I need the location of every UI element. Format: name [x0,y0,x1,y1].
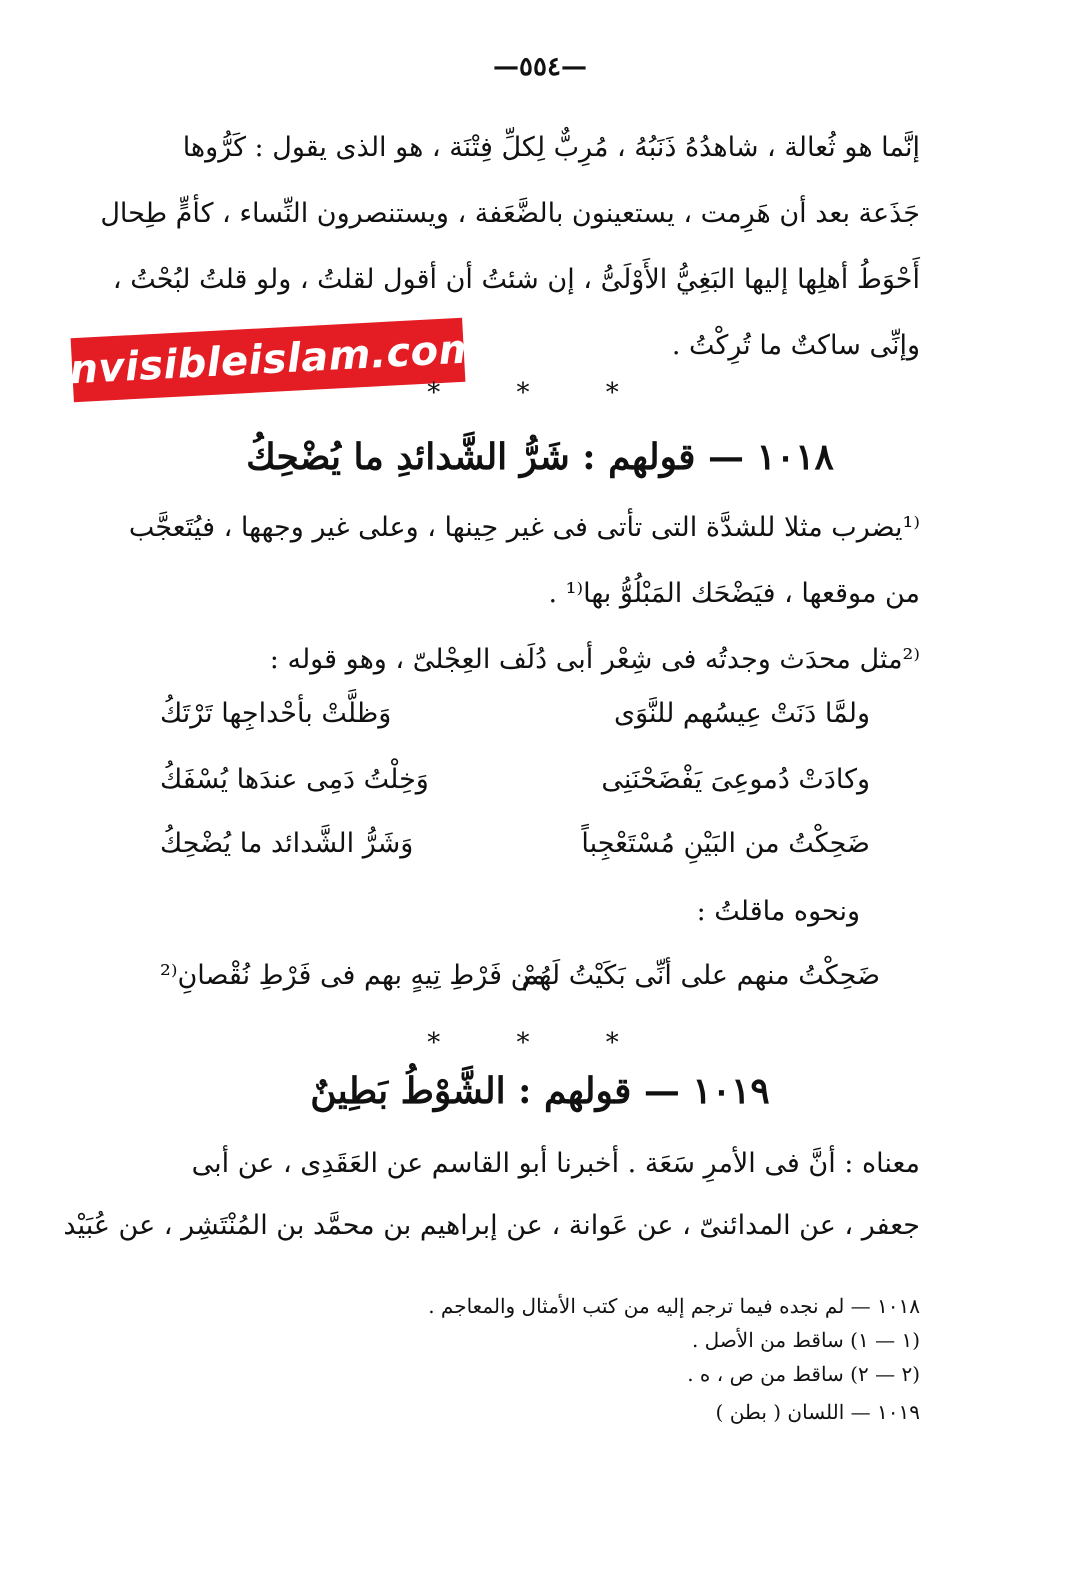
footnote: (١ — ١) ساقط من الأصل . [691,1328,920,1352]
verse-hemistich-first: وكادَتْ دُموعِىَ يَفْضَحْنَنِى [601,764,870,795]
verse-hemistich-second: وَظلَّتْ بأحْداجِها تَرْتَكُ [160,698,392,729]
paragraph-line: جَذَعة بعد أن هَرِمت ، يستعينون بالضَّعَفة ، ويستنصرون النِّساء ، كأمٍّ طِحال [100,198,920,229]
paragraph-line: ⁽²مثل محدَث وجدتُه فى شِعْر أبى دُلَف العِجْلىّ ، وهو قوله : [269,644,920,675]
paragraph-line: من موقعها ، فيَضْحَك المَبْلُوُّ بها⁽¹ . [548,578,920,609]
verse-hemistich-second: وَخِلْتُ دَمِى عندَها يُسْفَكُ [160,764,429,795]
verse-hemistich-second: من فَرْطِ تِيهٍ بهم فى فَرْطِ نُقْصانِ⁽² [160,960,546,991]
section-heading-1019: ١٠١٩ — قولهم : الشَّوْطُ بَطِينٌ [310,1070,770,1112]
paragraph-line: معناه : أنَّ فى الأمرِ سَعَة . أخبرنا أبو القاسم عن العَقَدِى ، عن أبى [191,1148,920,1179]
paragraph-line: ونحوه ماقلتُ : [696,896,860,927]
footnote: ١٠١٩ — اللسان ( بطن ) [715,1400,920,1424]
footnote: (٢ — ٢) ساقط من ص ، ه . [687,1362,920,1386]
paragraph-line: جعفر ، عن المدائنىّ ، عن عَوانة ، عن إبراهيم بن محمَّد بن المُنْتَشِر ، عن عُبَيْد [63,1210,920,1241]
verse-line [160,764,870,808]
section-heading-1018: ١٠١٨ — قولهم : شَرُّ الشَّدائدِ ما يُضْحِكُ [246,436,834,478]
footnote: ١٠١٨ — لم نجده فيما ترجم إليه من كتب الأمثال والمعاجم . [428,1294,920,1318]
verse-line [160,828,870,872]
section-separator: * * * [427,378,653,408]
verse-hemistich-first: ضَحِكْتُ من البَيْنِ مُسْتَعْجِباً [581,828,870,859]
verse-hemistich-second: وَشَرُّ الشَّدائد ما يُضْحِكُ [160,828,414,859]
paragraph-line: وإنِّى ساكتٌ ما تُرِكْتُ . [671,330,920,361]
verse-line [160,960,880,1004]
page-number: —٥٥٤— [493,52,587,82]
verse-hemistich-first: ولمَّا دَنَتْ عِيسُهم للنَّوَى [613,698,870,729]
paragraph-line: ⁽¹يضرب مثلا للشدَّة التى تأتى فى غير حِينها ، وعلى غير وجهها ، فيُتَعجَّب [128,512,920,543]
watermark-text: invisibleislam.com [54,325,482,395]
verse-line [160,698,870,742]
section-separator: * * * [427,1028,653,1058]
verse-hemistich-first: ضَحِكْتُ منهم على أنِّى بَكَيْتُ لَهُمْ [521,960,880,991]
paragraph-line: أَحْوَطُ أهلِها إليها البَغِيُّ الأَوْلَىُّ ، إن شئتُ أن أقول لقلتُ ، ولو قلتُ لبُحْتُ ، [112,264,920,295]
paragraph-line: إنَّما هو ثُعالة ، شاهدُهُ ذَنَبُهُ ، مُرِبٌّ لِكلِّ فِتْنَة ، هو الذى يقول : كَرُّوها [182,132,920,163]
